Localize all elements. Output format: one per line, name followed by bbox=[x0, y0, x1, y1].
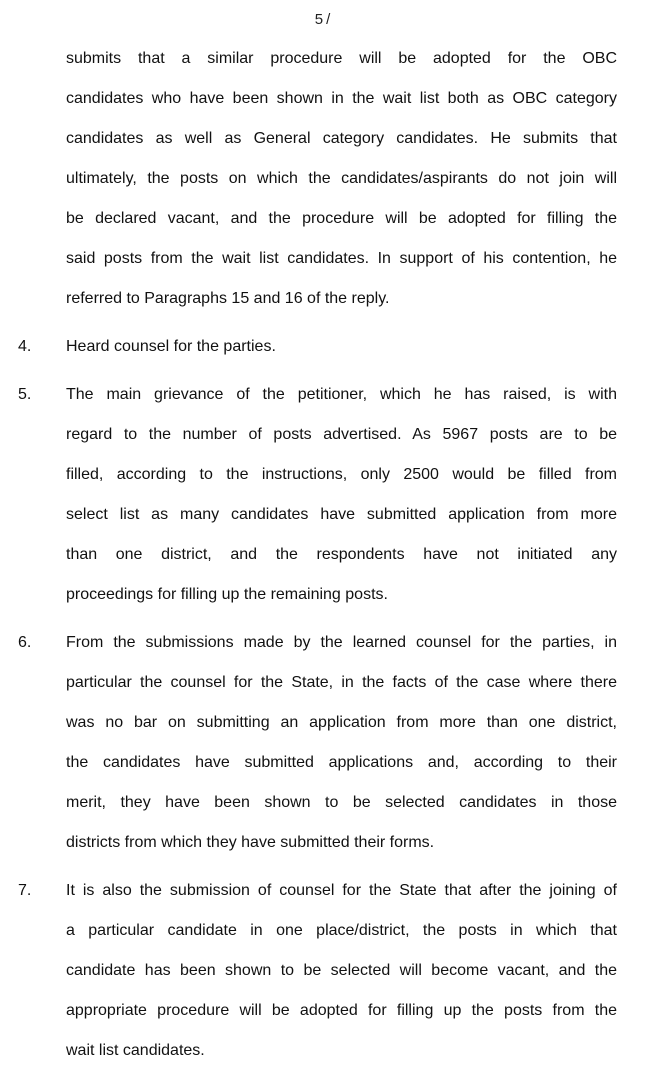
text-line: candidates who have been shown in the wait list both as OBC category bbox=[66, 90, 617, 107]
paragraph bbox=[0, 623, 648, 863]
text-line: Heard counsel for the parties. bbox=[66, 338, 276, 355]
text-line: than one district, and the respondents have not initiated any bbox=[66, 546, 617, 563]
text-line: be declared vacant, and the procedure will be adopted for filling the bbox=[66, 210, 617, 227]
text-line: From the submissions made by the learned counsel for the parties, in bbox=[66, 634, 617, 651]
text-line: a particular candidate in one place/district, the posts in which that bbox=[66, 922, 617, 939]
text-line: the candidates have submitted applications and, according to their bbox=[66, 754, 617, 771]
text-line: ultimately, the posts on which the candidates/aspirants do not join will bbox=[66, 170, 617, 187]
document-body bbox=[0, 39, 648, 1071]
text-line: proceedings for filling up the remaining posts. bbox=[66, 586, 388, 603]
paragraph-number: 7. bbox=[18, 882, 32, 899]
text-line: filled, according to the instructions, only 2500 would be filled from bbox=[66, 466, 617, 483]
text-line: was no bar on submitting an application from more than one district, bbox=[66, 714, 617, 731]
text-line: districts from which they have submitted their forms. bbox=[66, 834, 435, 851]
text-line: appropriate procedure will be adopted for filling up the posts from the bbox=[66, 1002, 617, 1019]
text-line: select list as many candidates have submitted application from more bbox=[66, 506, 617, 523]
paragraph-number: 5. bbox=[18, 386, 32, 403]
paragraph-lines bbox=[66, 871, 617, 1071]
paragraph-lines bbox=[66, 39, 617, 319]
paragraph-lines bbox=[66, 623, 617, 863]
paragraph-lines bbox=[66, 375, 617, 615]
paragraph-number: 4. bbox=[18, 338, 32, 355]
text-line: said posts from the wait list candidates. In support of his contention, he bbox=[66, 250, 617, 267]
text-line: referred to Paragraphs 15 and 16 of the reply. bbox=[66, 290, 390, 307]
paragraph bbox=[0, 871, 648, 1071]
paragraph-lines bbox=[66, 327, 617, 367]
paragraph bbox=[0, 375, 648, 615]
text-line: wait list candidates. bbox=[66, 1042, 205, 1059]
paragraph-number: 6. bbox=[18, 634, 32, 651]
text-line: regard to the number of posts advertised. As 5967 posts are to be bbox=[66, 426, 617, 443]
text-line: The main grievance of the petitioner, which he has raised, is with bbox=[66, 386, 617, 403]
text-line: candidate has been shown to be selected will become vacant, and the bbox=[66, 962, 617, 979]
text-line: It is also the submission of counsel for the State that after the joining of bbox=[66, 882, 617, 899]
paragraph bbox=[0, 39, 648, 319]
paragraph bbox=[0, 327, 648, 367]
text-line: merit, they have been shown to be selected candidates in those bbox=[66, 794, 617, 811]
text-line: candidates as well as General category candidates. He submits that bbox=[66, 130, 617, 147]
text-line: particular the counsel for the State, in the facts of the case where there bbox=[66, 674, 617, 691]
page-number: 5/ bbox=[314, 11, 334, 28]
text-line: submits that a similar procedure will be adopted for the OBC bbox=[66, 50, 617, 67]
